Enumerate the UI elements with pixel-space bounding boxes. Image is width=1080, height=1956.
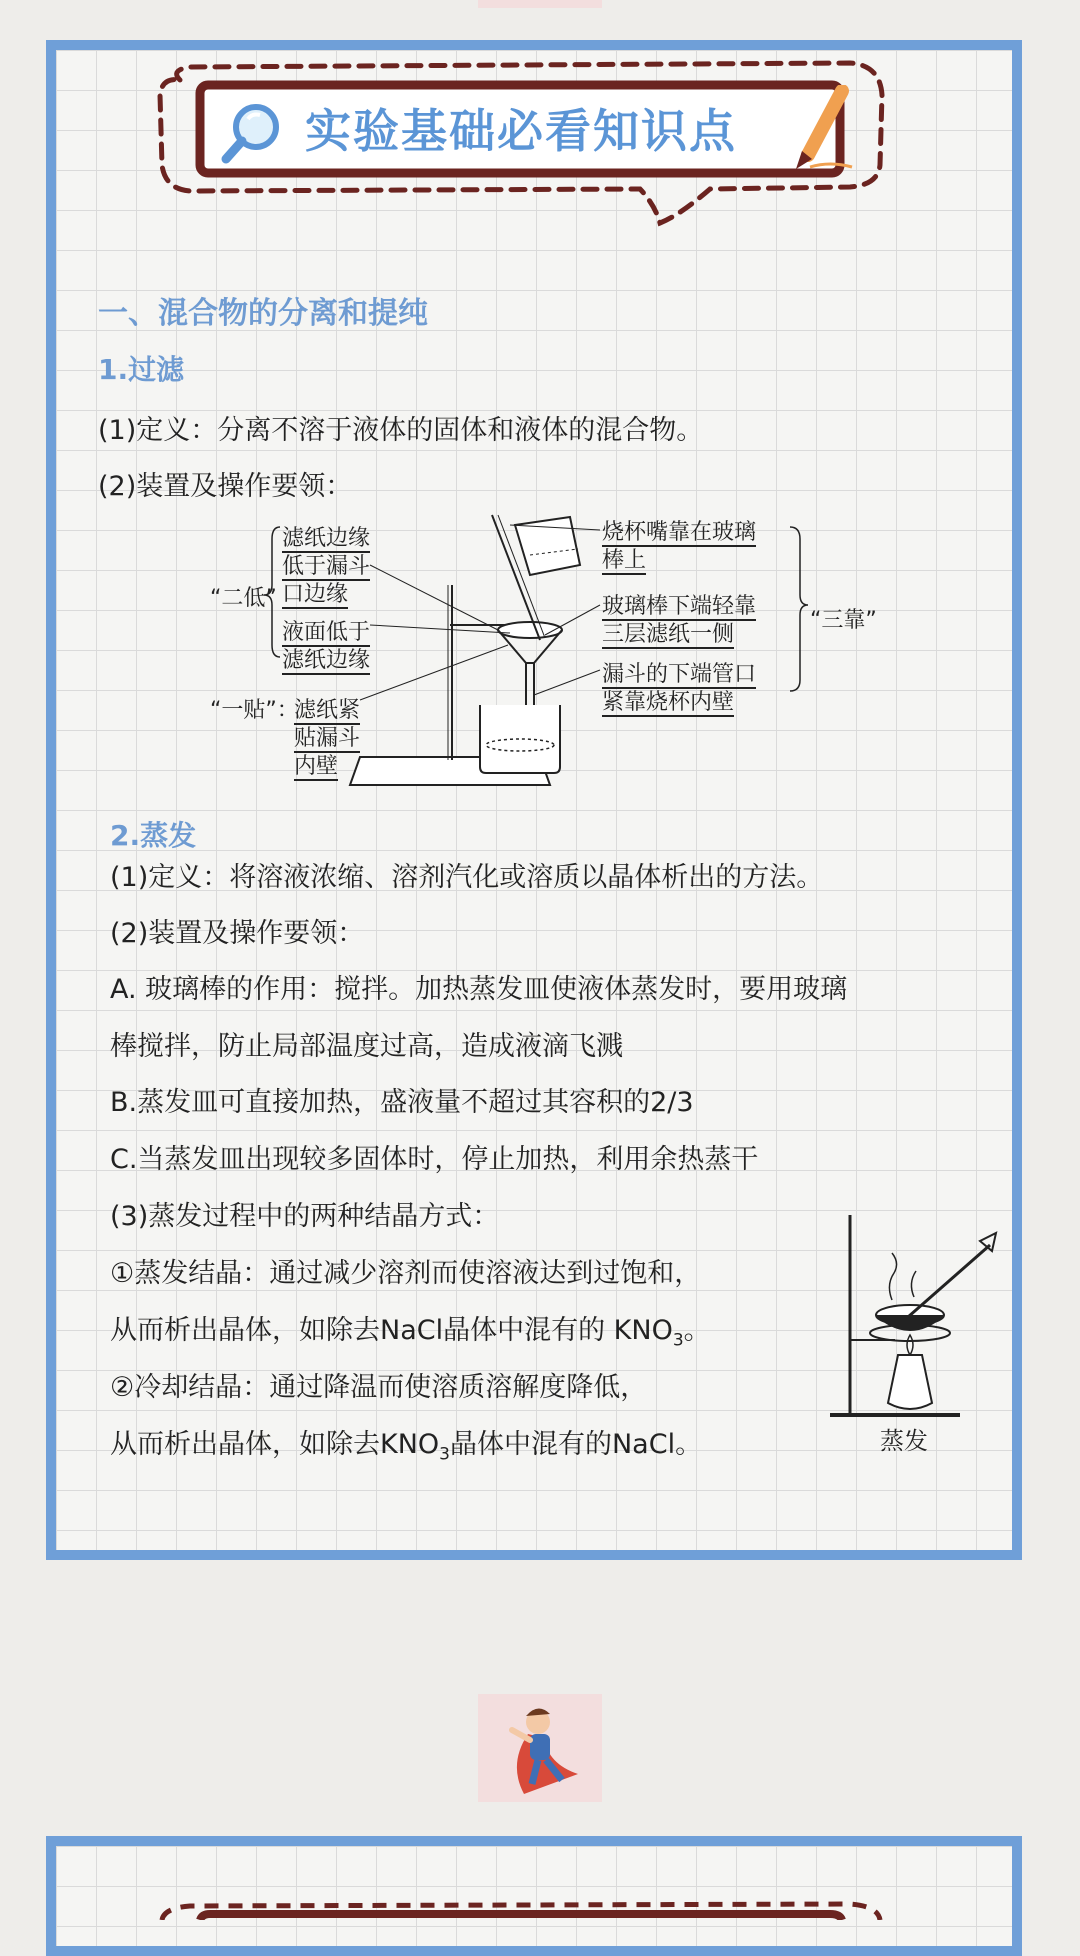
filtration-device-label: (2)装置及操作要领： — [98, 471, 353, 502]
er-di-item-1a: 滤纸边缘 — [282, 526, 371, 551]
yi-tie-item-b: 贴漏斗 — [294, 726, 361, 751]
evaporation-apparatus — [820, 1205, 1010, 1435]
er-di-label: “二低” — [210, 586, 277, 611]
superhero-mascot — [478, 1694, 602, 1802]
yi-tie-item-c: 内壁 — [294, 754, 339, 779]
yi-tie-item-a: 滤纸紧 — [294, 698, 361, 723]
evaporation-item-c: C.当蒸发皿出现较多固体时，停止加热，利用余热蒸干 — [110, 1144, 759, 1175]
title-banner — [150, 55, 890, 227]
san-kao-item-1a: 烧杯嘴靠在玻璃 — [602, 520, 757, 545]
next-title-frame — [150, 1900, 890, 1920]
filtration-definition: (1)定义：分离不溶于液体的固体和液体的混合物。 — [98, 415, 704, 446]
er-di-item-1b: 低于漏斗 — [282, 554, 371, 579]
page-title: 实验基础必看知识点 — [305, 104, 737, 158]
evaporation-device-label: (2)装置及操作要领： — [110, 918, 365, 949]
yi-tie-label: “一贴”： — [210, 698, 299, 723]
san-kao-item-3a: 漏斗的下端管口 — [602, 662, 757, 687]
evap-crystallization-line1: ①蒸发结晶：通过减少溶剂而使溶液达到过饱和， — [110, 1258, 702, 1289]
er-di-item-1c: 口边缘 — [282, 582, 349, 607]
evaporation-figure — [820, 1205, 1010, 1465]
cool-crystallization-line1: ②冷却结晶：通过降温而使溶质溶解度降低， — [110, 1372, 648, 1403]
san-kao-item-1b: 棒上 — [602, 548, 647, 573]
evaporation-item-a-line1: A. 玻璃棒的作用：搅拌。加热蒸发皿使液体蒸发时，要用玻璃 — [110, 974, 848, 1005]
evap-crystallization-line2: 从而析出晶体，如除去NaCl晶体中混有的 $KNO_3$。 — [110, 1315, 711, 1351]
superhero-icon — [478, 1694, 602, 1802]
evaporation-definition: (1)定义：将溶液浓缩、溶剂汽化或溶质以晶体析出的方法。 — [110, 862, 824, 893]
san-kao-label: “三靠” — [810, 608, 877, 633]
cool-crystallization-line2: 从而析出晶体，如除去$KNO_3$晶体中混有的NaCl。 — [110, 1429, 703, 1465]
san-kao-item-2a: 玻璃棒下端轻靠 — [602, 594, 757, 619]
mascot-top-partial — [478, 0, 602, 8]
er-di-item-2a: 液面低于 — [282, 620, 371, 645]
evaporation-heading: 2.蒸发 — [110, 819, 197, 852]
evaporation-item-b: B.蒸发皿可直接加热，盛液量不超过其容积的2/3 — [110, 1087, 694, 1118]
next-card — [46, 1836, 1022, 1956]
crystallization-heading: (3)蒸发过程中的两种结晶方式： — [110, 1201, 500, 1232]
filtration-diagram — [210, 505, 890, 795]
figure-caption: 蒸发 — [880, 1427, 928, 1455]
section-heading: 一、混合物的分离和提纯 — [98, 296, 428, 331]
filtration-heading: 1.过滤 — [98, 353, 185, 386]
er-di-item-2b: 滤纸边缘 — [282, 648, 371, 673]
pencil-icon — [790, 85, 860, 175]
magnifier-icon — [218, 97, 288, 167]
san-kao-item-3b: 紧靠烧杯内壁 — [602, 690, 735, 715]
evaporation-item-a-line2: 棒搅拌，防止局部温度过高，造成液滴飞溅 — [110, 1031, 623, 1062]
san-kao-item-2b: 三层滤纸一侧 — [602, 622, 735, 647]
